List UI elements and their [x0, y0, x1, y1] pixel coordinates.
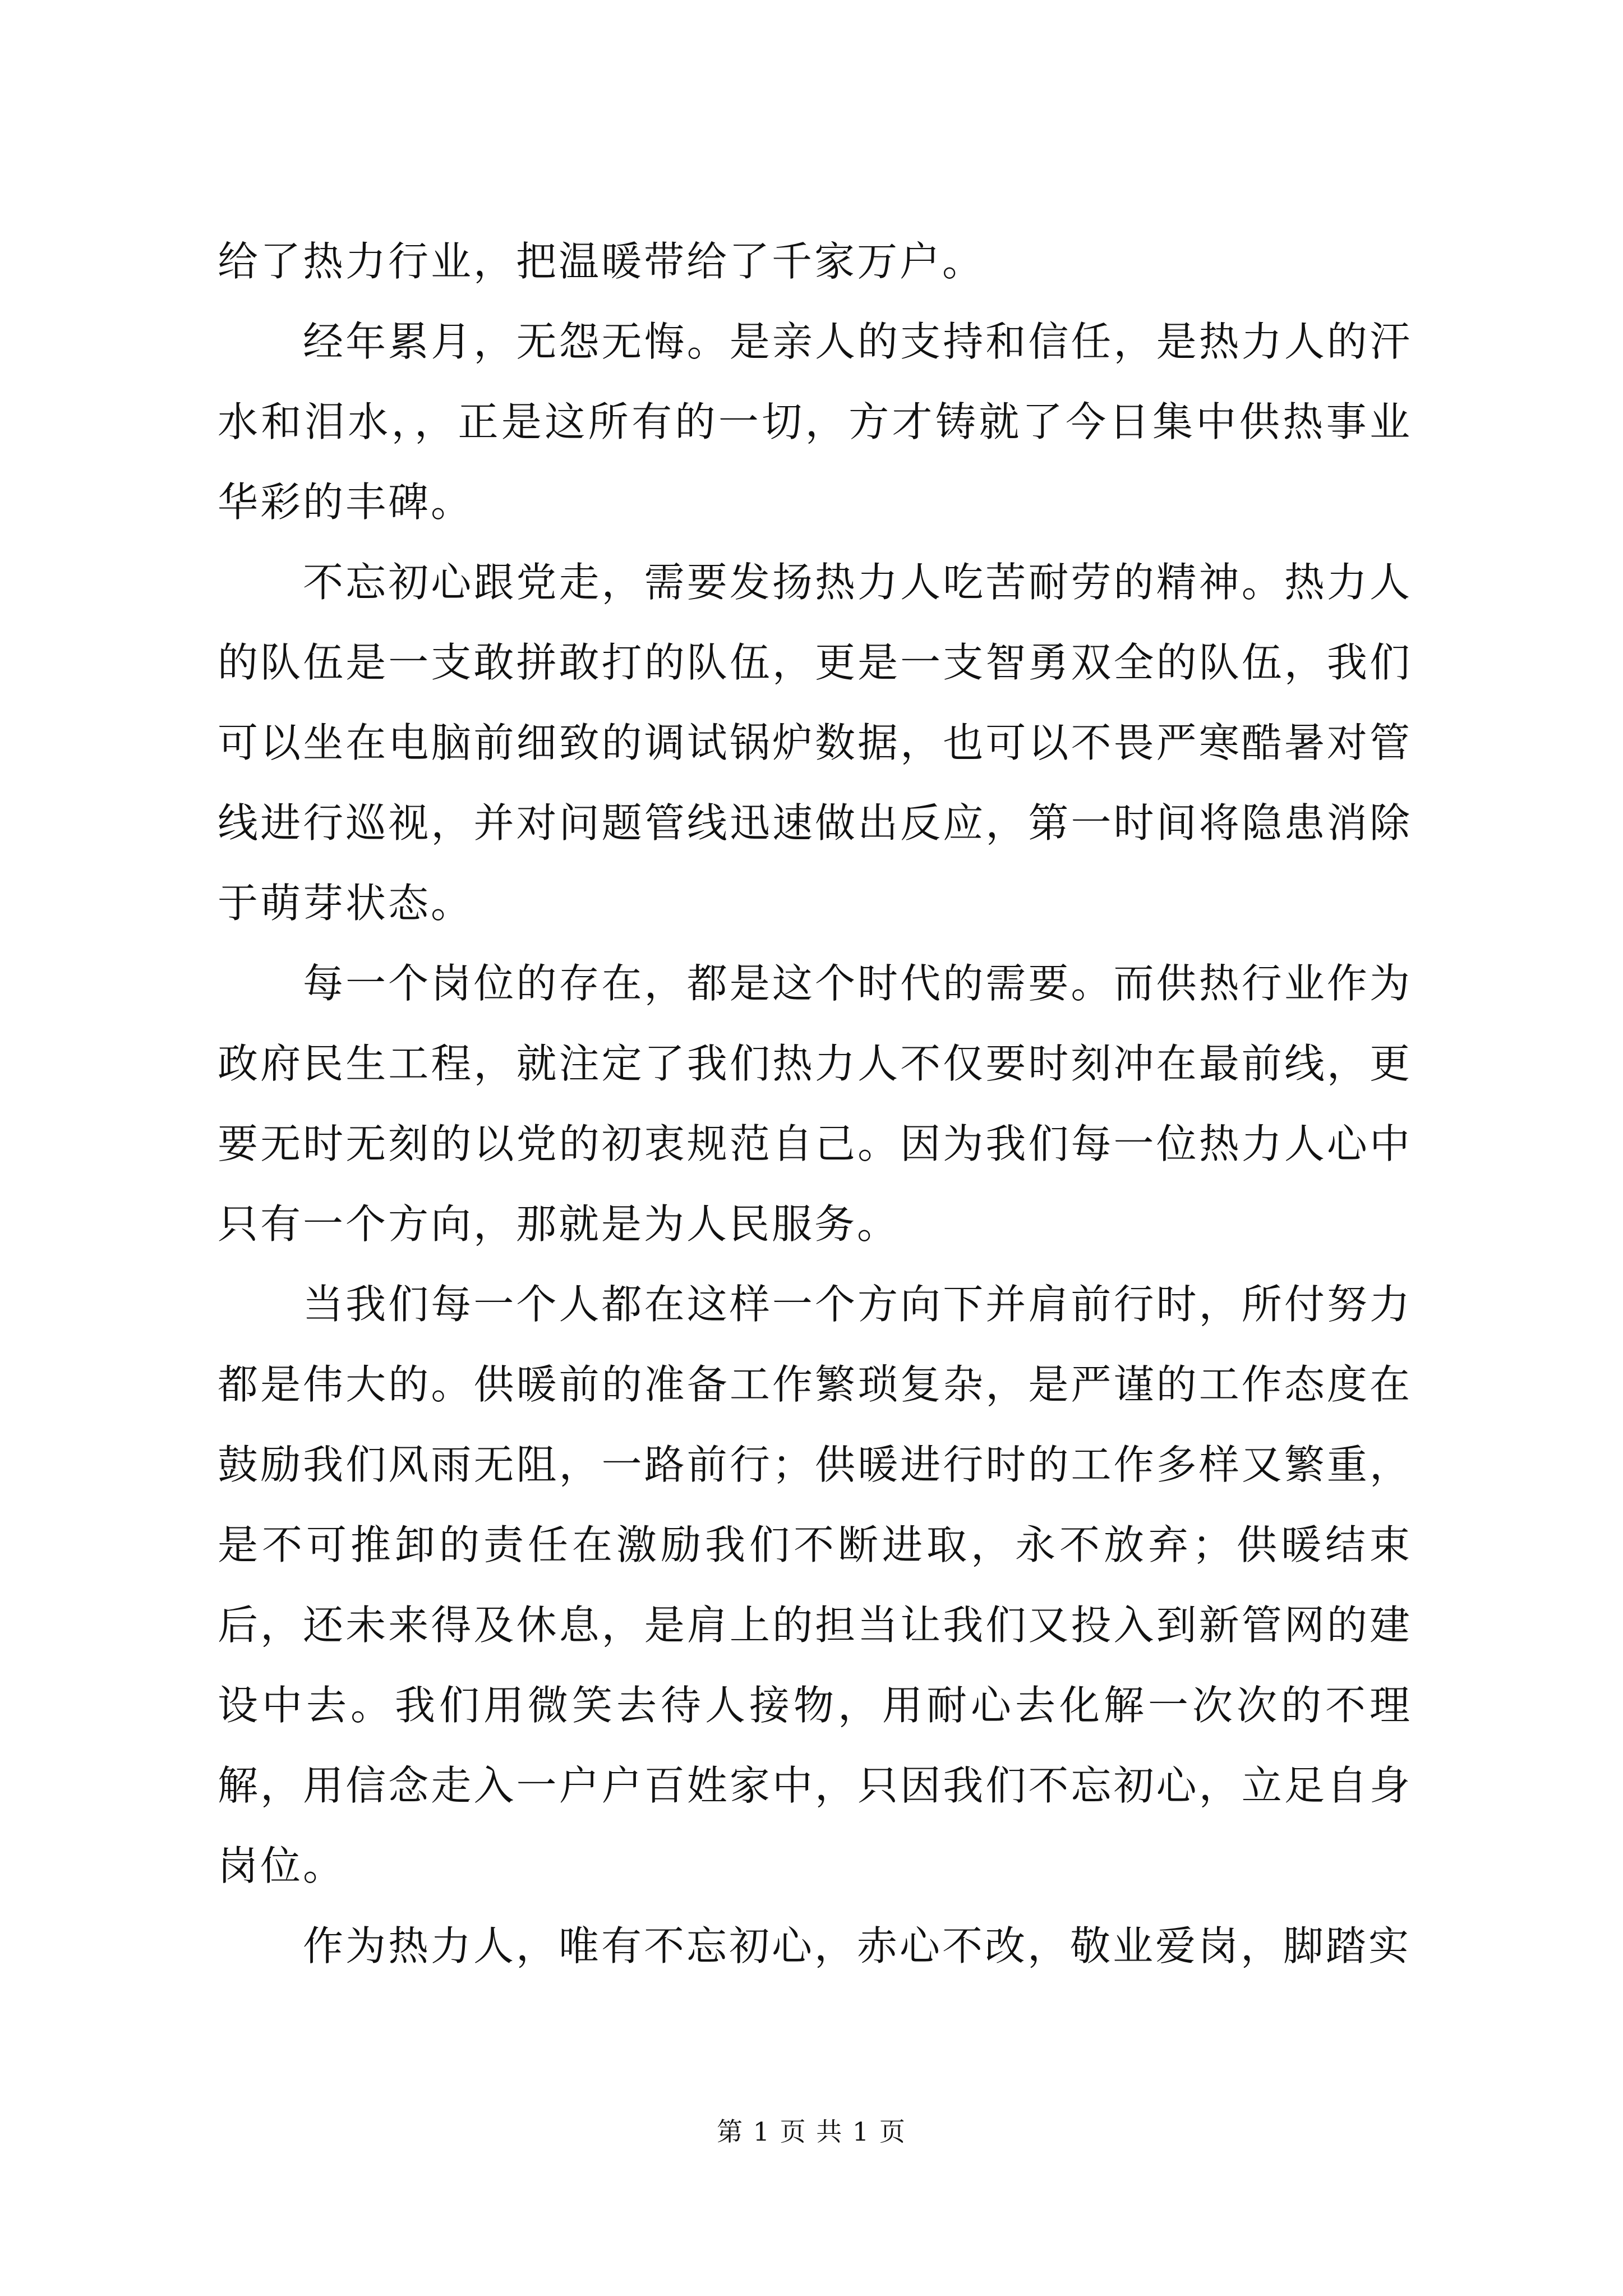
paragraph: 作为热力人，唯有不忘初心，赤心不改，敬业爱岗，脚踏实 [303, 1922, 1412, 1970]
paragraph: 经年累月，无怨无悔。是亲人的支持和信任，是热力人的汗水和泪水，，正是这所有的一切，方才铸就了今日集中供热事业华彩的丰碑。 [218, 318, 1412, 526]
paragraph-continuation: 给了热力行业，把温暖带给了千家万户。 [218, 238, 985, 285]
paragraph: 每一个岗位的存在，都是这个时代的需要。而供热行业作为政府民生工程，就注定了我们热力人不仅要时刻冲在最前线，更要无时无刻的以党的初衷规范自己。因为我们每一位热力人心中只有一个方向，那就是为人民服务。 [218, 960, 1412, 1248]
page-number-footer: 第 1 页 共 1 页 [717, 2116, 906, 2147]
paragraph: 不忘初心跟党走，需要发扬热力人吃苦耐劳的精神。热力人的队伍是一支敢拼敢打的队伍，更是一支智勇双全的队伍，我们可以坐在电脑前细致的调试锅炉数据，也可以不畏严寒酷暑对管线进行巡视，并对问题管线迅速做出反应，第一时间将隐患消除于萌芽状态。 [218, 559, 1412, 927]
document-body [218, 222, 1412, 1986]
paragraph: 当我们每一个人都在这样一个方向下并肩前行时，所付努力都是伟大的。供暖前的准备工作繁琐复杂，是严谨的工作态度在鼓励我们风雨无阻，一路前行；供暖进行时的工作多样又繁重，是不可推卸的责任在激励我们不断进取，永不放弃；供暖结束后，还未来得及休息，是肩上的担当让我们又投入到新管网的建设中去。我们用微笑去待人接物，用耐心去化解一次次的不理解，用信念走入一户户百姓家中，只因我们不忘初心，立足自身岗位。 [218, 1281, 1412, 1889]
